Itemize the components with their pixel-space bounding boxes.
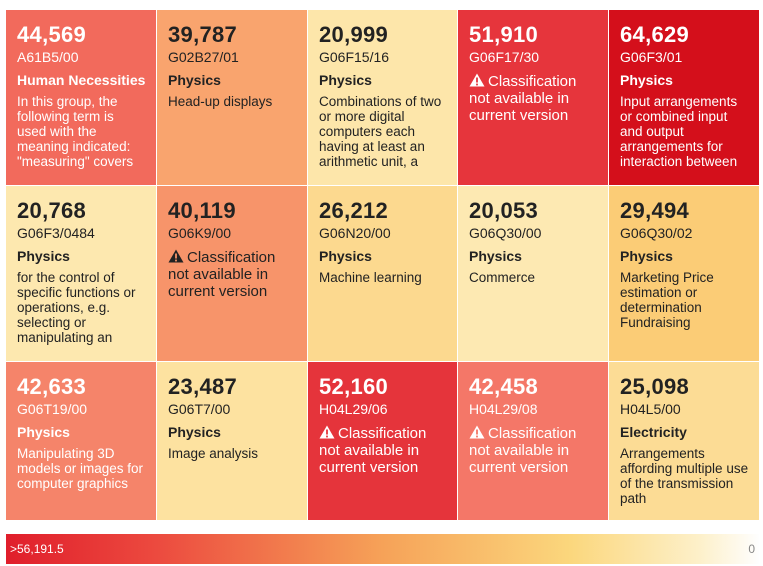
warning-icon [168,249,184,263]
warning-icon [469,425,485,439]
warning-icon [469,73,485,87]
tile-unavailable-notice [469,425,598,476]
tile-description: Arrangements affording multiple use of the transmission path [620,446,749,506]
tile-section: Physics [319,248,372,264]
legend-max-label: >56,191.5 [10,542,64,556]
legend-min-label: 0 [748,542,755,556]
unavailable-text: Classification not available in current version [469,73,577,124]
tile-unavailable-notice [319,425,447,476]
treemap-tile[interactable] [308,186,457,361]
tile-section: Physics [168,72,221,88]
treemap-tile[interactable] [6,362,156,520]
tile-unavailable-notice [469,73,598,124]
tile-code: G06Q30/00 [469,225,542,241]
tile-code: G06T7/00 [168,401,231,417]
treemap-tile[interactable] [609,362,759,520]
treemap-tile[interactable] [157,362,307,520]
tile-count: 29,494 [620,198,690,223]
tile-description: Head-up displays [168,94,273,109]
tile-count: 20,999 [319,22,389,47]
tile-count: 20,768 [17,198,87,223]
tile-description: Combinations of two or more digital computers each having at least an arithmetic unit, a [319,94,442,169]
tile-description: Machine learning [319,270,422,285]
tile-code: A61B5/00 [17,49,79,65]
tile-count: 39,787 [168,22,238,47]
tile-count: 42,633 [17,374,87,399]
tile-section: Physics [620,72,673,88]
tile-code: G06N20/00 [319,225,391,241]
tile-code: G06K9/00 [168,225,232,241]
warning-icon [319,425,335,439]
tile-code: G06Q30/02 [620,225,693,241]
tile-section: Human Necessities [17,72,146,88]
treemap-tile[interactable] [458,186,608,361]
unavailable-text: Classification not available in current version [469,425,577,476]
tile-section: Physics [168,424,221,440]
treemap-tile[interactable] [458,362,608,520]
tile-description: for the control of specific functions or operations, e.g. selecting or manipulating an [17,270,136,345]
tile-count: 44,569 [17,22,87,47]
tile-code: G02B27/01 [168,49,239,65]
tile-code: H04L5/00 [620,401,681,417]
treemap-grid [6,10,759,520]
tile-count: 26,212 [319,198,389,223]
treemap-tile[interactable] [609,10,759,185]
tile-count: 40,119 [168,198,236,223]
tile-count: 64,629 [620,22,690,47]
tile-description: In this group, the following term is used with the meaning indicated: "measuring" covers [17,94,134,169]
tile-count: 23,487 [168,374,238,399]
tile-code: G06F15/16 [319,49,390,65]
unavailable-text: Classification not available in current version [319,425,427,476]
tile-count: 42,458 [469,374,539,399]
color-legend [6,534,759,564]
unavailable-text: Classification not available in current version [168,249,276,300]
legend-gradient-bar [6,534,759,564]
tile-section: Physics [319,72,372,88]
treemap-tile[interactable] [6,186,156,361]
treemap-tile[interactable] [609,186,759,361]
tile-code: H04L29/08 [469,401,538,417]
tile-description: Manipulating 3D models or images for computer graphics [17,446,144,491]
treemap-tile[interactable] [458,10,608,185]
tile-code: G06F17/30 [469,49,540,65]
tile-code: G06T19/00 [17,401,88,417]
tile-description: Input arrangements or combined input and output arrangements for interaction between [620,94,738,169]
tile-code: H04L29/06 [319,401,388,417]
tile-code: G06F3/0484 [17,225,95,241]
tile-section: Physics [620,248,673,264]
tile-section: Physics [17,424,70,440]
treemap-tile[interactable] [308,10,457,185]
tile-count: 51,910 [469,22,539,47]
tile-section: Physics [469,248,522,264]
tile-unavailable-notice [168,249,297,300]
treemap-tile[interactable] [6,10,156,185]
tile-description: Commerce [469,270,536,285]
tile-count: 52,160 [319,374,389,399]
treemap-tile[interactable] [157,10,307,185]
treemap-tile[interactable] [308,362,457,520]
tile-count: 20,053 [469,198,539,223]
tile-description: Marketing Price estimation or determination Fundraising [620,270,714,330]
tile-description: Image analysis [168,446,259,461]
tile-code: G06F3/01 [620,49,683,65]
tile-section: Electricity [620,424,687,440]
treemap-tile[interactable] [157,186,307,361]
tile-section: Physics [17,248,70,264]
tile-count: 25,098 [620,374,690,399]
